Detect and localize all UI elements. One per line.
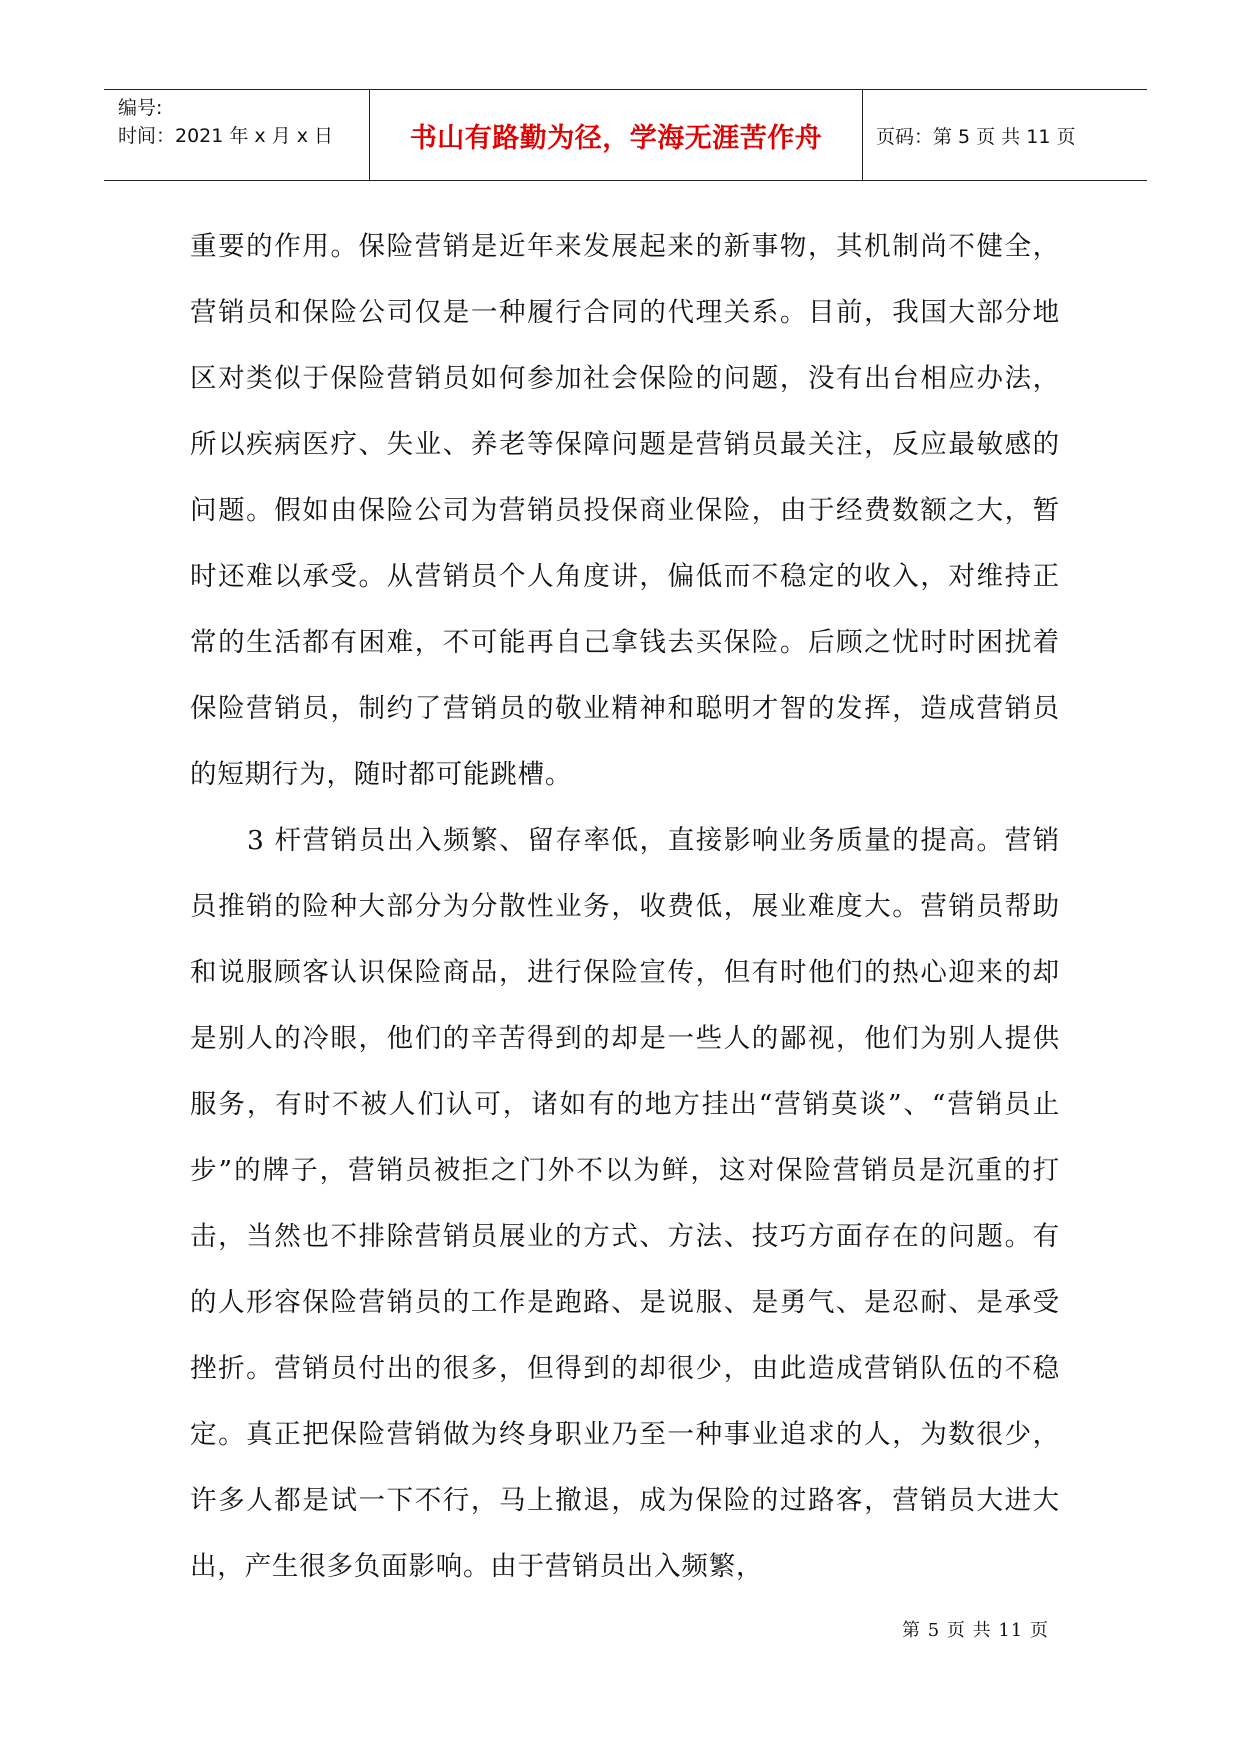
paragraph-2: 3 杆营销员出入频繁、留存率低，直接影响业务质量的提高。营销员推销的险种大部分为分散性业务，收费低，展业难度大。营销员帮助和说服顾客认识保险商品，进行保险宣传，但有时他们的热心迎来的却是别人的冷眼，他们的辛苦得到的却是一些人的鄙视，他们为别人提供服务，有时不被人们认可，诸如有的地方挂出“营销莫谈”、“营销员止步”的牌子，营销员被拒之门外不以为鲜，这对保险营销员是沉重的打击，当然也不排除营销员展业的方式、方法、技巧方面存在的问题。有的人形容保险营销员的工作是跑路、是说服、是勇气、是忍耐、是承受挫折。营销员付出的很多，但得到的却很少，由此造成营销队伍的不稳定。真正把保险营销做为终身职业乃至一种事业追求的人，为数很少，许多人都是试一下不行，马上撤退，成为保险的过路客，营销员大进大出，产生很多负面影响。由于营销员出入频繁，: [190, 825, 1060, 1582]
code-label: 编号:: [118, 97, 163, 119]
document-body: [190, 214, 1060, 1600]
time-label: 时间：2021 年 x 月 x 日: [118, 125, 334, 147]
paragraph-1: 重要的作用。保险营销是近年来发展起来的新事物，其机制尚不健全，营销员和保险公司仅是一种履行合同的代理关系。目前，我国大部分地区对类似于保险营销员如何参加社会保险的问题，没有出台相应办法，所以疾病医疗、失业、养老等保障问题是营销员最关注，反应最敏感的问题。假如由保险公司为营销员投保商业保险，由于经费数额之大，暂时还难以承受。从营销员个人角度讲，偏低而不稳定的收入，对维持正常的生活都有困难，不可能再自己拿钱去买保险。后顾之忧时时困扰着保险营销员，制约了营销员的敬业精神和聪明才智的发挥，造成营销员的短期行为，随时都可能跳槽。: [190, 231, 1060, 790]
document-header: [104, 89, 1147, 181]
header-page-info: 页码：第 5 页 共 11 页: [876, 125, 1076, 148]
header-motto: 书山有路勤为径，学海无涯苦作舟: [409, 122, 823, 154]
header-meta: [118, 94, 368, 150]
header-divider: [862, 90, 863, 180]
page-footer: 第 5 页 共 11 页: [902, 1620, 1049, 1641]
